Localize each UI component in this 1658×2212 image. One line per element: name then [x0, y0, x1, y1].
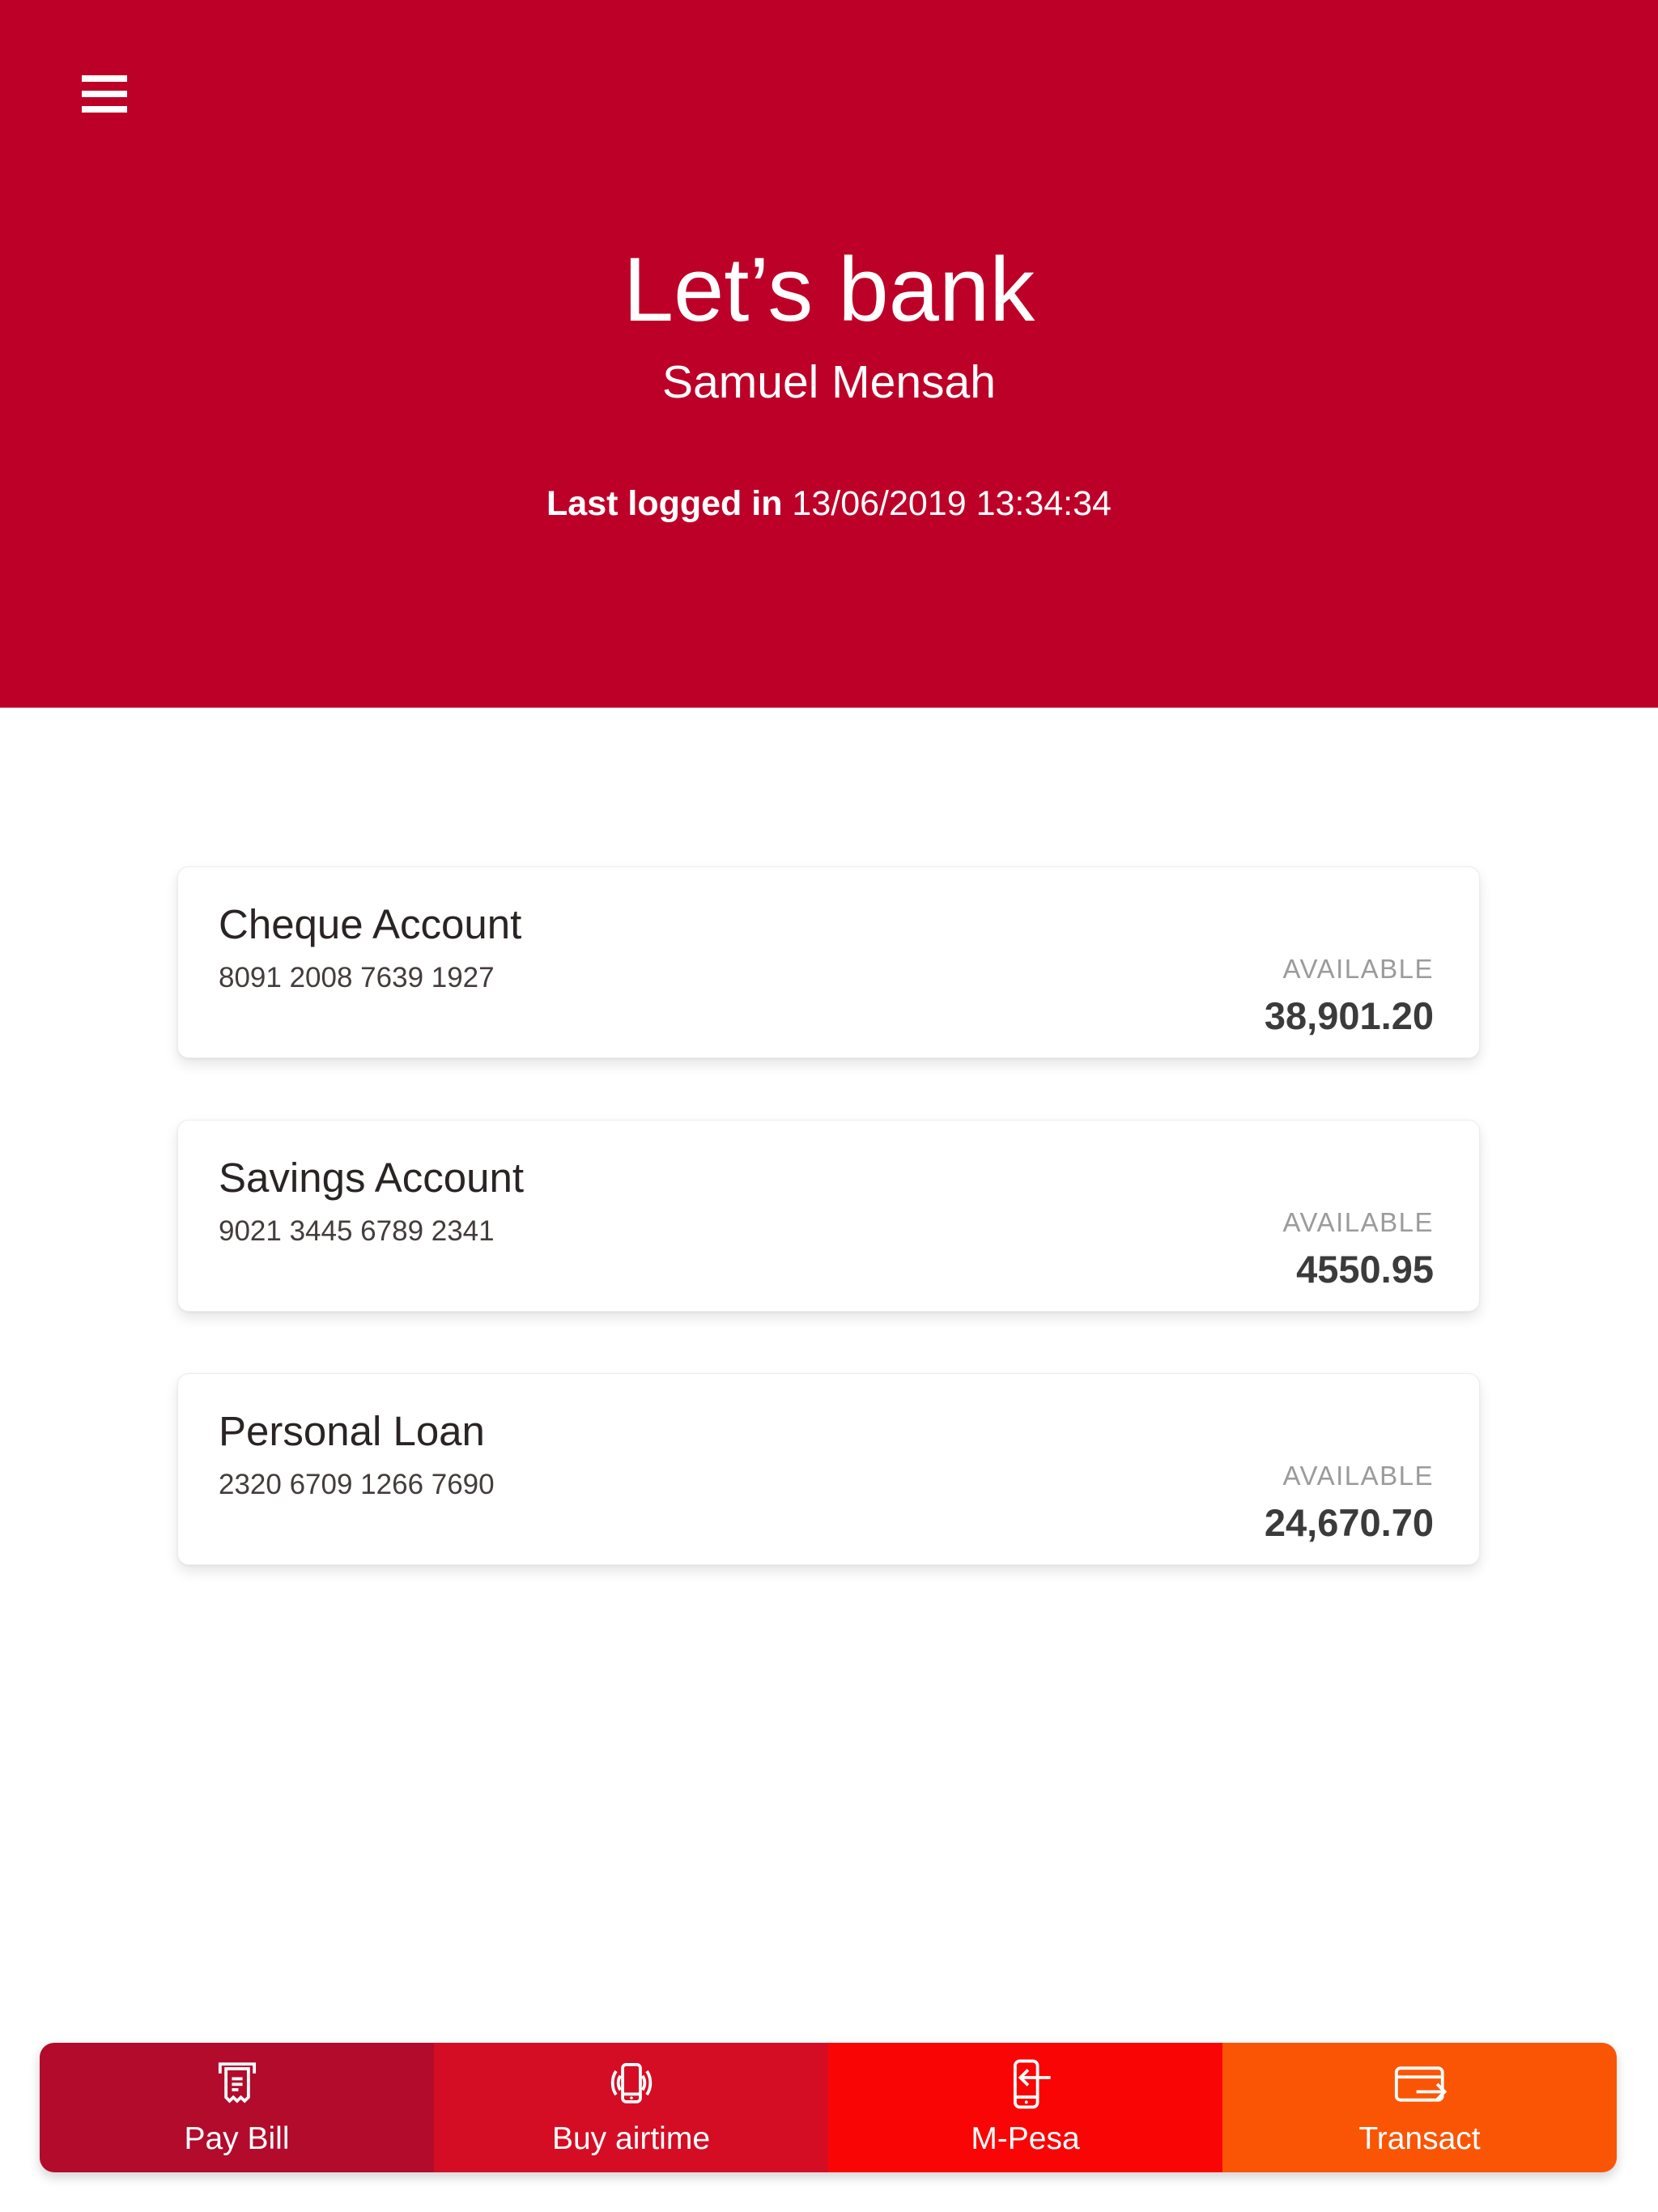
menu-icon-bar [82, 91, 127, 97]
menu-icon-bar [82, 106, 127, 113]
available-amount: 38,901.20 [1264, 993, 1434, 1037]
bar-item-label: Transact [1358, 2121, 1481, 2156]
account-card-personal-loan[interactable] [177, 1373, 1480, 1565]
account-card-savings[interactable] [177, 1120, 1480, 1312]
buy-airtime-button[interactable] [434, 2043, 828, 2172]
phone-signal-icon [603, 2056, 660, 2112]
last-login-value: 13/06/2019 13:34:34 [792, 483, 1112, 523]
receipt-icon [209, 2056, 266, 2112]
menu-icon-bar [82, 75, 127, 82]
available-label: AVAILABLE [1282, 954, 1434, 984]
bottom-action-bar [40, 2043, 1617, 2172]
account-name: Personal Loan [219, 1408, 485, 1454]
header-text [0, 239, 1658, 525]
phone-arrow-icon [997, 2056, 1054, 2112]
account-balance-block [1282, 1206, 1434, 1292]
available-amount: 24,670.70 [1264, 1500, 1434, 1544]
account-balance-block [1265, 953, 1434, 1039]
account-balance-block [1265, 1460, 1434, 1546]
m-pesa-button[interactable] [828, 2043, 1222, 2172]
account-number: 2320 6709 1266 7690 [219, 1468, 495, 1500]
transact-button[interactable] [1222, 2043, 1617, 2172]
user-name: Samuel Mensah [662, 356, 996, 409]
account-number: 9021 3445 6789 2341 [219, 1214, 495, 1247]
account-name: Cheque Account [219, 901, 522, 947]
last-login-label: Last logged in [546, 483, 783, 523]
account-number: 8091 2008 7639 1927 [219, 961, 495, 993]
account-card-cheque[interactable] [177, 866, 1480, 1058]
available-label: AVAILABLE [1282, 1207, 1434, 1237]
header [0, 0, 1658, 708]
bar-item-label: Buy airtime [551, 2121, 711, 2156]
available-amount: 4550.95 [1296, 1247, 1434, 1291]
account-name: Savings Account [219, 1155, 525, 1201]
page-title: Let’s bank [623, 239, 1035, 340]
bar-item-label: M-Pesa [971, 2121, 1080, 2156]
menu-button[interactable] [82, 75, 127, 113]
card-arrow-icon [1392, 2056, 1448, 2112]
available-label: AVAILABLE [1282, 1461, 1434, 1491]
pay-bill-button[interactable] [40, 2043, 434, 2172]
bar-item-label: Pay Bill [184, 2121, 290, 2156]
last-login [0, 483, 1658, 525]
accounts-list [177, 866, 1480, 1627]
